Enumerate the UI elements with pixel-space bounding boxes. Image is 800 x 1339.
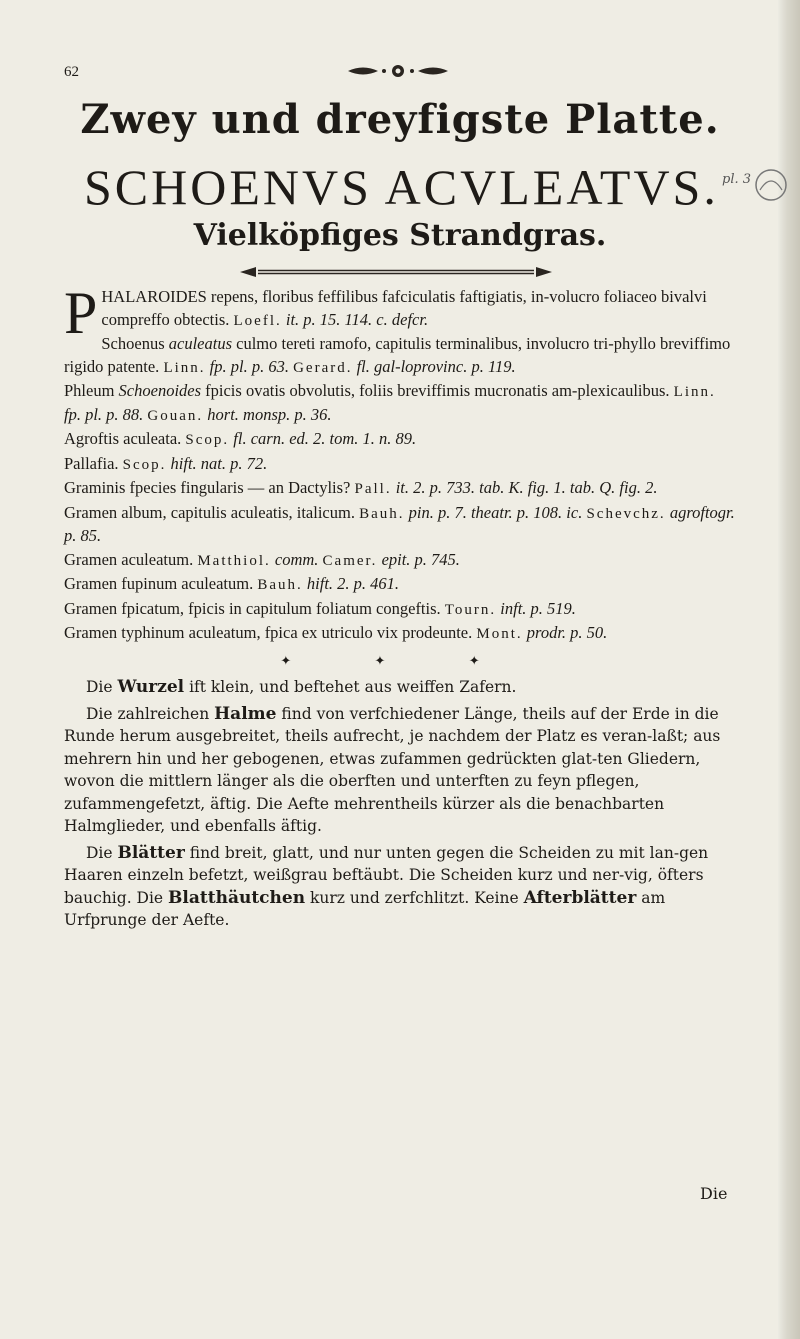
stamp-mark-icon <box>752 166 790 204</box>
synonym-text: Gramen album, capitulis aculeatis, italicum. <box>64 502 360 522</box>
author-citation: Pall. <box>354 481 392 497</box>
reference-detail: fp. pl. p. 88. <box>64 404 148 424</box>
description-text: find breit, glatt, und nur unten gegen die Scheiden zu mit lan-gen Haaren einzeln befetzt, weißgrau beftäubt. Die Scheiden kurz und ner-vig, öfters bauchig. Die <box>64 843 709 907</box>
description-text: kurz und zerfchlitzt. Keine <box>305 888 524 907</box>
synonym-text: Phleum <box>64 381 119 400</box>
reference-detail: aculeatus <box>168 334 232 353</box>
synonym-text: Gramen fpicatum, fpicis in capitulum foliatum congeftis. <box>64 598 445 618</box>
synonym-entry <box>64 622 736 646</box>
author-citation: Mont. <box>476 626 523 642</box>
synonym-list <box>64 280 736 646</box>
author-citation: Scop. <box>185 432 230 448</box>
author-citation: Gerard. <box>293 359 353 376</box>
synonym-entry <box>64 428 736 452</box>
synonym-text: Pallafia. <box>64 453 123 473</box>
description-text: find von verfchiedener Länge, theils auf der Erde in die Runde herum ausgebreitet, theils aufrecht, je nachdem der Platz es veran-laßt; aus mehrern hin und her gebogenen, etwas zufammen gedrückten glat-ten Gliedern, wovon die mittlern länger als die oberften und unterften zu feyn pflegen, zufammengefetzt, äftig. Die Aefte mehrentheils kürzer als die benachbarten Halmglieder, und ebenfalls äftig. <box>64 704 721 835</box>
author-citation: Camer. <box>322 552 378 569</box>
reference-detail: hift. 2. p. 461. <box>302 574 400 593</box>
synonym-entry <box>64 380 736 427</box>
synonym-text: Gramen typhinum aculeatum, fpica ex utriculo vix prodeunte. <box>64 623 477 642</box>
reference-detail: prodr. p. 50. <box>522 623 608 642</box>
description-paragraph <box>64 703 736 838</box>
species-title-common: Vielköpfiges Strandgras. <box>193 218 607 253</box>
description-term: Blatthäutchen <box>168 887 306 908</box>
description-text: am Urfprunge der Aefte. <box>64 888 666 929</box>
synonym-entry <box>64 573 736 597</box>
author-citation: Linn. <box>673 384 716 400</box>
description-text: Die zahlreichen <box>86 704 215 723</box>
synonym-text: fpicis ovatis obvolutis, foliis breviffimis mucronatis am-plexicaulibus. <box>201 381 674 400</box>
drop-cap: P <box>64 280 98 346</box>
section-divider: ✦ ✦ ✦ <box>280 652 520 668</box>
synonym-text: HALAROIDES repens, floribus feffilibus fafciculatis faftigiatis, in-volucro foliaceo bivalvi compreffo obtectis. <box>101 287 707 329</box>
author-citation: Matthiol. <box>197 552 271 569</box>
description-text: Die <box>86 678 118 696</box>
page-number: 62 <box>64 64 79 80</box>
title-rule-ornament-icon <box>236 265 556 279</box>
description-list <box>64 676 736 932</box>
description-text: ift klein, und beftehet aus weiffen Zafern. <box>184 678 517 696</box>
reference-detail: comm. <box>270 549 323 569</box>
synonym-text: Graminis fpecies fingularis — an Dactylis? <box>64 478 355 497</box>
description-term: Afterblätter <box>523 887 637 908</box>
reference-detail: agroftogr. p. 85. <box>64 502 735 545</box>
reference-detail: fl. gal-loprovinc. p. 119. <box>352 356 516 376</box>
species-title-latin: SCHOENVS ACVLEATVS. <box>84 159 719 215</box>
synonym-text: culmo tereti ramofo, capitulis terminalibus, involucro tri-phyllo breviffimo rigido patente. <box>64 334 731 376</box>
synonym-entry <box>64 502 736 548</box>
reference-detail: it. 2. p. 733. tab. K. fig. 1. tab. Q. fig. 2. <box>391 478 658 497</box>
synonym-entry <box>64 549 736 573</box>
description-paragraph <box>64 676 736 699</box>
reference-detail: Schoenoides <box>118 381 202 400</box>
synonym-entry <box>64 333 736 379</box>
reference-detail: hort. monsp. p. 36. <box>203 404 332 424</box>
author-citation: Loefl. <box>233 312 282 329</box>
margin-note: pl. 3 <box>722 172 752 187</box>
synonym-text: Schoenus <box>101 334 169 353</box>
description-term: Wurzel <box>117 677 185 697</box>
reference-detail: pin. p. 7. theatr. p. 108. ic. <box>404 502 587 522</box>
author-citation: Scop. <box>122 456 167 473</box>
synonym-text: Gramen fupinum aculeatum. <box>64 574 258 593</box>
description-paragraph <box>64 842 736 932</box>
synonym-entry <box>64 598 736 622</box>
plate-title-german: Zwey und dreyfigste Platte. <box>80 96 720 143</box>
description-text: Die <box>86 843 118 862</box>
synonym-entry <box>64 453 736 477</box>
author-citation: Schevchz. <box>586 505 666 522</box>
catchword: Die <box>700 1184 728 1203</box>
synonym-text: Gramen aculeatum. <box>64 549 198 569</box>
synonym-entry <box>64 477 736 501</box>
text-body <box>64 280 736 936</box>
synonym-text: Agroftis aculeata. <box>64 429 186 448</box>
reference-detail: hift. nat. p. 72. <box>166 453 268 473</box>
author-citation: Tourn. <box>444 601 497 618</box>
reference-detail: it. p. 15. 114. c. defcr. <box>281 309 429 329</box>
header-ornament-icon <box>338 62 458 80</box>
reference-detail: fl. carn. ed. 2. tom. 1. n. 89. <box>229 429 417 448</box>
reference-detail: fp. pl. p. 63. <box>205 356 294 376</box>
reference-detail: inft. p. 519. <box>496 598 576 618</box>
description-term: Halme <box>214 703 277 724</box>
author-citation: Linn. <box>163 359 206 376</box>
author-citation: Bauh. <box>359 505 405 522</box>
description-term: Blätter <box>117 842 185 863</box>
author-citation: Gouan. <box>147 407 204 424</box>
author-citation: Bauh. <box>257 577 303 593</box>
reference-detail: epit. p. 745. <box>377 549 460 569</box>
